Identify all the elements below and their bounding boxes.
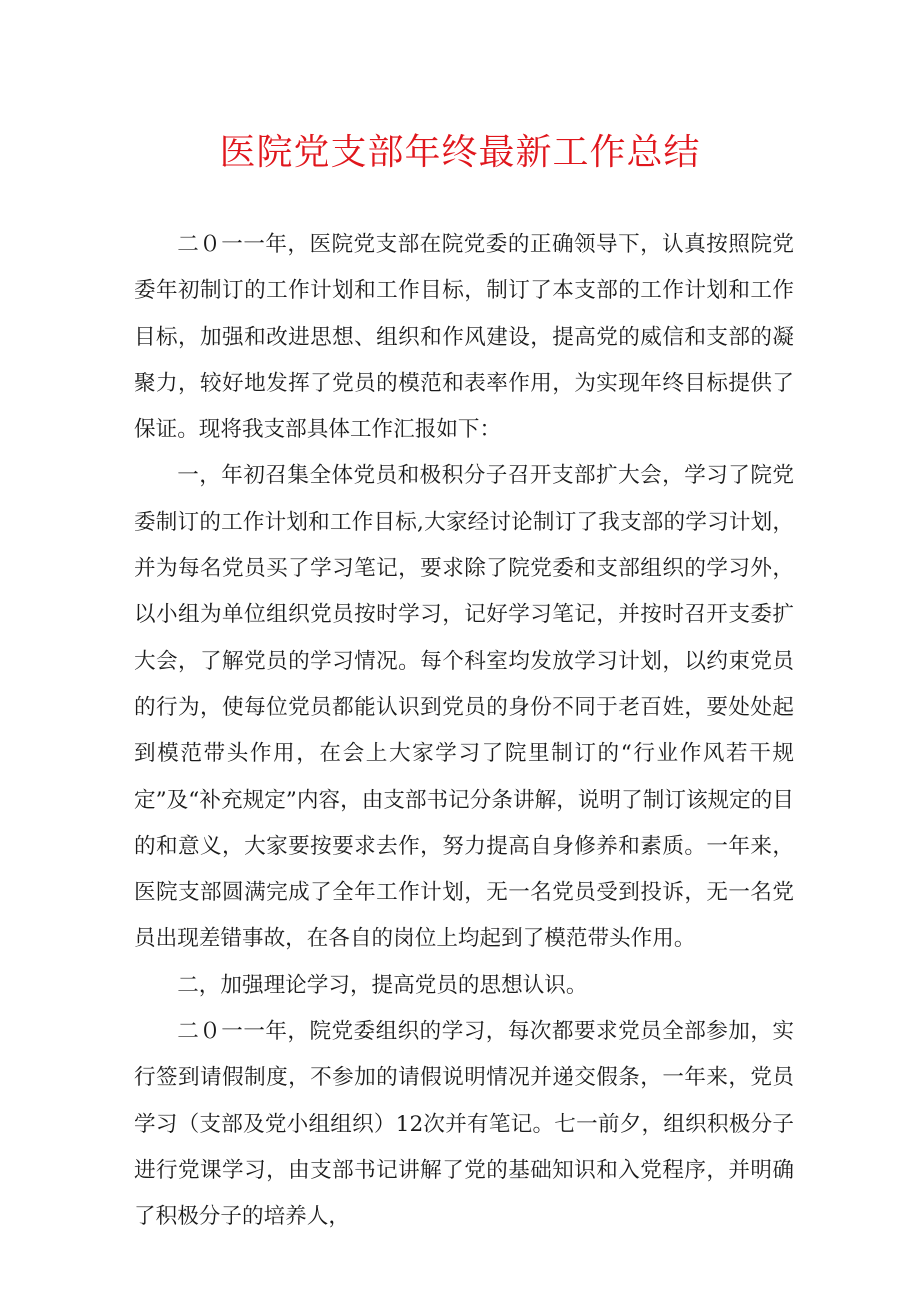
paragraph-intro: 二０一一年，医院党支部在院党委的正确领导下，认真按照院党委年初制订的工作计划和工作目标，制订了本支部的工作计划和工作目标，加强和改进思想、组织和作风建设，提高党的威信和支部的凝聚力，较好地发挥了党员的模范和表率作用，为实现年终目标提供了保证。现将我支部具体工作汇报如下： <box>134 232 794 443</box>
paragraph-section-one: 一，年初召集全体党员和极积分子召开支部扩大会，学习了院党委制订的工作计划和工作目标,大家经讨论制订了我支部的学习计划，并为每名党员买了学习笔记，要求除了院党委和支部组织的学习外，以小组为单位组织党员按时学习，记好学习笔记，并按时召开支委扩大会，了解党员的学习情况。每个科室均发放学习计划，以约束党员的行为，使每位党员都能认识到党员的身份不同于老百姓，要处处起到模范带头作用，在会上大家学习了院里制订的“行业作风若干规定”及“补充规定”内容，由支部书记分条讲解，说明了制订该规定的目的和意义，大家要按要求去作，努力提高自身修养和素质。一年来，医院支部圆满完成了全年工作计划，无一名党员受到投诉，无一名党员出现差错事故，在各自的岗位上均起到了模范带头作用。 <box>134 463 794 952</box>
document-body <box>134 222 794 1241</box>
paragraph-section-two-heading: 二，加强理论学习，提高党员的思想认识。 <box>177 972 588 998</box>
document-title: 医院党支部年终最新工作总结 <box>219 132 701 173</box>
paragraph-section-two-body: 二０一一年，院党委组织的学习，每次都要求党员全部参加，实行签到请假制度，不参加的请假说明情况并递交假条，一年来，党员学习（支部及党小组组织）12次并有笔记。七一前夕，组织积极分子进行党课学习，由支部书记讲解了党的基础知识和入党程序，并明确了积极分子的培养人， <box>134 1019 794 1230</box>
